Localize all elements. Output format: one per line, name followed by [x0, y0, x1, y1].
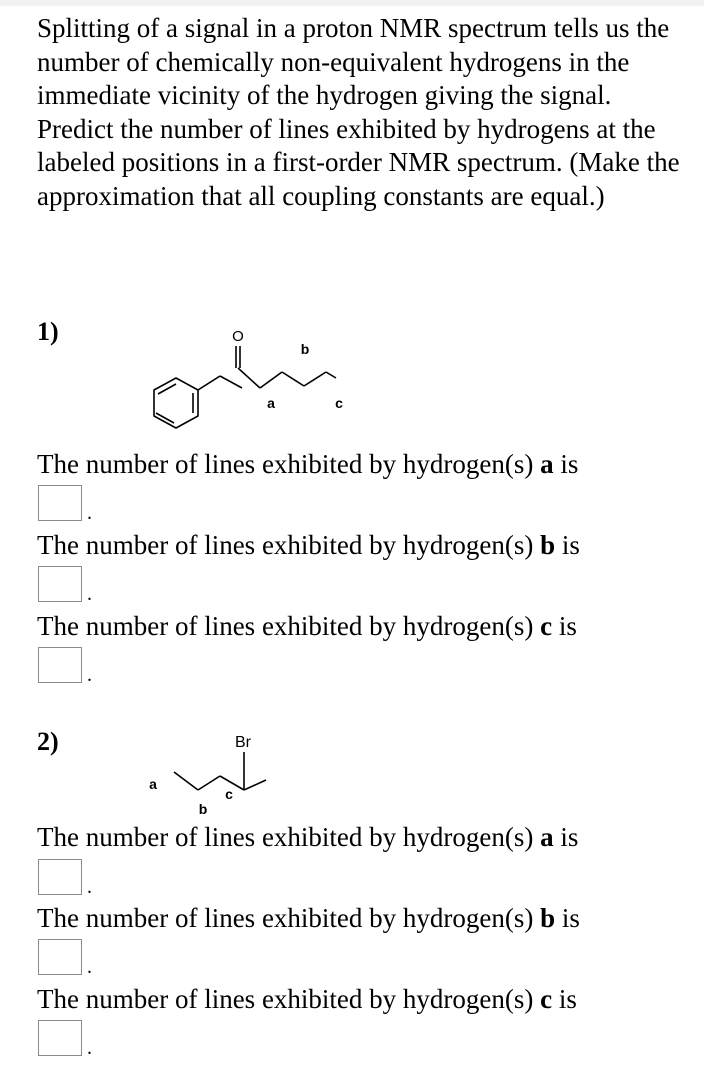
- bond: [174, 772, 198, 790]
- answer-input[interactable]: [38, 566, 82, 602]
- bond: [238, 368, 260, 388]
- bond: [304, 372, 326, 386]
- question-2-part-b-text: The number of lines exhibited by hydrogen(s) b is: [37, 903, 580, 933]
- top-bar: [0, 0, 704, 6]
- answer-input[interactable]: [38, 859, 82, 895]
- question-2-part-c-text: The number of lines exhibited by hydrogen(s) c is: [37, 984, 577, 1014]
- answer-input[interactable]: [38, 1020, 82, 1056]
- question-1-part-a-text: The number of lines exhibited by hydrogen(s) a is: [37, 449, 579, 479]
- benzene-ring: [154, 378, 198, 428]
- position-c-label: c: [225, 786, 233, 802]
- position-b-label: b: [198, 801, 208, 817]
- molecule-1-structure: [140, 316, 360, 452]
- answer-input[interactable]: [38, 485, 82, 521]
- molecule-2-structure: [140, 722, 280, 818]
- position-a-label: a: [149, 776, 157, 792]
- answer-input[interactable]: [38, 939, 82, 975]
- question-2-number: 2): [37, 727, 59, 756]
- bond: [260, 372, 282, 388]
- bond: [220, 376, 242, 388]
- bond: [198, 776, 220, 790]
- question-1-part-b-text: The number of lines exhibited by hydrogen(s) b is: [37, 530, 580, 560]
- position-c-label: c: [335, 395, 343, 411]
- position-a-label: a: [267, 395, 275, 411]
- bond: [326, 372, 336, 378]
- question-intro: Splitting of a signal in a proton NMR spectrum tells us the number of chemically non-equivalent hydrogens in the immediate vicinity of the hydrogen giving the signal. Predict the number of lines exhibited by hydrogens at the labeled positions in a first-order NMR spectrum. (Make the approximation that all coupling constants are equal.): [37, 13, 680, 211]
- position-b-label: b: [300, 341, 310, 357]
- bond: [282, 372, 304, 386]
- question-1-number: 1): [37, 317, 59, 346]
- atom-br-label: Br: [235, 734, 251, 751]
- atom-o-label: O: [232, 328, 244, 345]
- bond: [198, 376, 220, 390]
- question-1-part-c-text: The number of lines exhibited by hydrogen(s) c is: [37, 611, 577, 641]
- bond: [244, 780, 266, 790]
- question-2-part-a-text: The number of lines exhibited by hydrogen(s) a is: [37, 822, 579, 852]
- answer-input[interactable]: [38, 647, 82, 683]
